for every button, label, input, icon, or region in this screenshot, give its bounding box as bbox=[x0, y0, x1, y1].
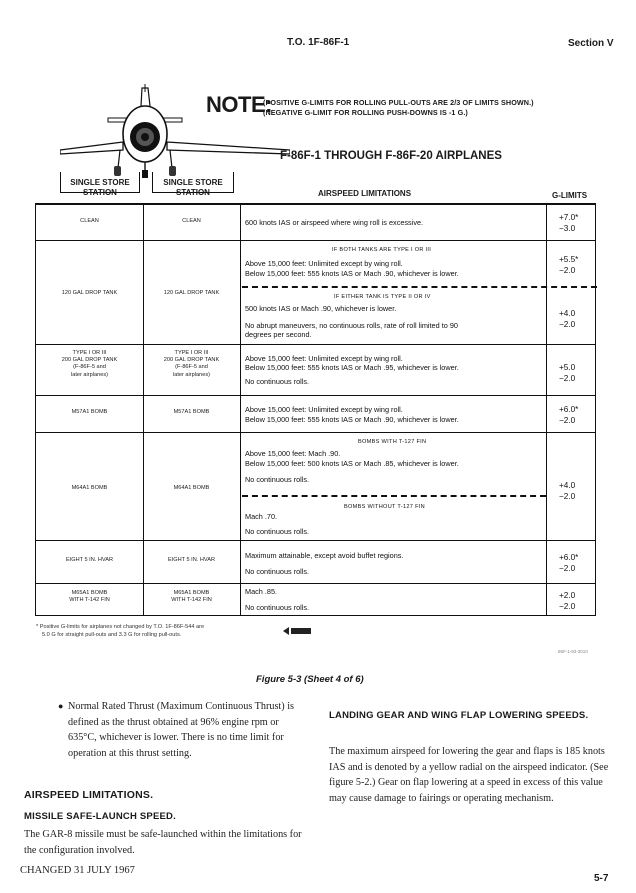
missile-paragraph: The GAR-8 missile must be safe-launched within the limitations for the configuration involved. bbox=[24, 829, 302, 856]
bullet-icon: ● bbox=[58, 701, 64, 711]
row-divider bbox=[36, 240, 595, 241]
cell-station2-hvar: EIGHT 5 IN. HVAR bbox=[167, 557, 216, 563]
cell-glimit-m65: +2.0 −2.0 bbox=[559, 591, 576, 611]
cell-station1-200gal: TYPE I OR III 200 GAL DROP TANK (F-86F-5 and later airplanes) bbox=[61, 350, 118, 378]
cell-200gal-line-2: Below 15,000 feet: 555 knots IAS or Mach .95, whichever is lower. bbox=[245, 363, 459, 372]
cell-m64-line-4: Mach .70. bbox=[245, 512, 278, 521]
cell-station1-m57: M57A1 BOMB bbox=[71, 409, 108, 415]
figure-caption: Figure 5-3 (Sheet 4 of 6) bbox=[256, 674, 364, 685]
dashed-divider bbox=[242, 495, 546, 497]
note-label: NOTE: bbox=[206, 92, 272, 117]
doc-id: T.O. 1F-86F-1 bbox=[287, 37, 350, 48]
cell-m57-line-1: Above 15,000 feet: Unlimited except by wing roll. bbox=[245, 405, 403, 414]
footnote-line-2: 5.0 G for straight pull-outs and 3.3 G for rolling pull-outs. bbox=[42, 632, 182, 638]
cell-station2-m64: M64A1 BOMB bbox=[173, 485, 210, 491]
table-subtitle: F-86F-1 THROUGH F-86F-20 AIRPLANES bbox=[280, 150, 502, 162]
cell-station2-m57: M57A1 BOMB bbox=[173, 409, 210, 415]
cell-hvar-line-1: Maximum attainable, except avoid buffet regions. bbox=[245, 551, 404, 560]
section-label: Section V bbox=[568, 38, 614, 49]
cell-station2-120gal: 120 GAL DROP TANK bbox=[163, 290, 220, 296]
cell-station2-200gal: TYPE I OR III 200 GAL DROP TANK (F-86F-5 and later airplanes) bbox=[163, 350, 220, 378]
cell-200gal-line-1: Above 15,000 feet: Unlimited except by wing roll. bbox=[245, 354, 403, 363]
row-divider bbox=[36, 344, 595, 345]
cell-hvar-line-2: No continuous rolls. bbox=[245, 567, 310, 576]
cell-glimit-m64: +4.0 −2.0 bbox=[559, 481, 576, 501]
col-divider-2 bbox=[240, 205, 241, 615]
cell-120gal-line-5: degrees per second. bbox=[245, 330, 312, 339]
row-divider bbox=[36, 395, 595, 396]
cell-120gal-line-4: No abrupt maneuvers, no continuous rolls, rate of roll limited to 90 bbox=[245, 321, 458, 330]
figure-code: 86F-1-93-3010 bbox=[558, 649, 588, 654]
cell-glimit-200gal: +5.0 −2.0 bbox=[559, 363, 576, 383]
footnote-line-1: * Positive G-limits for airplanes not changed by T.O. 1F-86F-544 are bbox=[36, 624, 205, 630]
landing-gear-heading: LANDING GEAR AND WING FLAP LOWERING SPEEDS. bbox=[329, 710, 589, 721]
col-head-station-1: SINGLE STORE STATION bbox=[70, 178, 130, 197]
dashed-divider bbox=[242, 286, 597, 288]
row-divider bbox=[36, 432, 595, 433]
cell-m65-line-1: Mach .85. bbox=[245, 587, 278, 596]
cell-station1-m64: M64A1 BOMB bbox=[71, 485, 108, 491]
cell-airspeed-clean: 600 knots IAS or airspeed where wing roll is excessive. bbox=[245, 218, 424, 227]
col-head-glimits: G-LIMITS bbox=[552, 191, 588, 200]
change-bar-icon bbox=[283, 626, 311, 636]
cell-station2-m65: M65A1 BOMB WITH T-142 FIN bbox=[171, 590, 212, 604]
airspeed-limitations-heading: AIRSPEED LIMITATIONS. bbox=[24, 789, 154, 801]
col-divider-3 bbox=[546, 205, 547, 615]
landing-gear-paragraph: The maximum airspeed for lowering the gear and flaps is 185 knots IAS and is denoted by a yellow radial on the airspeed indicator. (See figure 5-2.) Gear on flap lowering at a speed in excess of this value may cause damage to fairings or operating mechanism. bbox=[329, 746, 609, 804]
cell-m65-line-2: No continuous rolls. bbox=[245, 603, 310, 612]
airspeed-limitations-table bbox=[35, 203, 596, 616]
cell-m64-line-3: No continuous rolls. bbox=[245, 475, 310, 484]
cell-station1-120gal: 120 GAL DROP TANK bbox=[61, 290, 118, 296]
cell-120gal-line-3: 500 knots IAS or Mach .90, whichever is lower. bbox=[245, 304, 397, 313]
cell-120gal-heading-1: IF BOTH TANKS ARE TYPE I OR III bbox=[332, 247, 432, 253]
col-head-station-2: SINGLE STORE STATION bbox=[163, 178, 223, 197]
cell-120gal-line-2: Below 15,000 feet: 555 knots IAS or Mach .90, whichever is lower. bbox=[245, 269, 459, 278]
changed-date: CHANGED 31 JULY 1967 bbox=[20, 865, 135, 876]
cell-glimit-hvar: +6.0* −2.0 bbox=[559, 553, 579, 573]
cell-200gal-line-3: No continuous rolls. bbox=[245, 377, 310, 386]
cell-m64-line-5: No continuous rolls. bbox=[245, 527, 310, 536]
cell-glimit-120gal-1: +5.5* −2.0 bbox=[559, 255, 579, 275]
cell-station1-clean: CLEAN bbox=[80, 218, 99, 224]
cell-120gal-heading-2: IF EITHER TANK IS TYPE II OR IV bbox=[334, 294, 431, 300]
cell-station1-hvar: EIGHT 5 IN. HVAR bbox=[65, 557, 114, 563]
cell-m64-line-1: Above 15,000 feet: Mach .90. bbox=[245, 449, 341, 458]
col-head-airspeed: AIRSPEED LIMITATIONS bbox=[318, 189, 412, 198]
row-divider bbox=[36, 540, 595, 541]
cell-station2-clean: CLEAN bbox=[182, 218, 201, 224]
page-number: 5-7 bbox=[594, 873, 609, 884]
cell-m57-line-2: Below 15,000 feet: 555 knots IAS or Mach .90, whichever is lower. bbox=[245, 415, 459, 424]
cell-m64-heading-2: BOMBS WITHOUT T-127 FIN bbox=[344, 504, 425, 510]
thrust-paragraph: Normal Rated Thrust (Maximum Continuous Thrust) is defined as the thrust obtained at 96% engine rpm or 635°C, whichever is lower. There is no time limit for operation at this thrust setting. bbox=[68, 701, 294, 759]
missile-speed-heading: MISSILE SAFE-LAUNCH SPEED. bbox=[24, 811, 176, 822]
cell-station1-m65: M65A1 BOMB WITH T-142 FIN bbox=[69, 590, 110, 604]
note-line-1: (POSITIVE G-LIMITS FOR ROLLING PULL-OUTS ARE 2/3 OF LIMITS SHOWN.) bbox=[263, 98, 534, 107]
row-divider bbox=[36, 583, 595, 584]
cell-120gal-line-1: Above 15,000 feet: Unlimited except by wing roll. bbox=[245, 259, 403, 268]
cell-glimit-120gal-2: +4.0 −2.0 bbox=[559, 309, 576, 329]
cell-glimit-clean: +7.0* −3.0 bbox=[559, 213, 579, 233]
cell-m64-heading-1: BOMBS WITH T-127 FIN bbox=[358, 439, 427, 445]
note-line-2: (NEGATIVE G-LIMIT FOR ROLLING PUSH-DOWNS IS -1 G.) bbox=[263, 108, 468, 117]
cell-glimit-m57: +6.0* −2.0 bbox=[559, 405, 579, 425]
cell-m64-line-2: Below 15,000 feet: 500 knots IAS or Mach .85, whichever is lower. bbox=[245, 459, 459, 468]
